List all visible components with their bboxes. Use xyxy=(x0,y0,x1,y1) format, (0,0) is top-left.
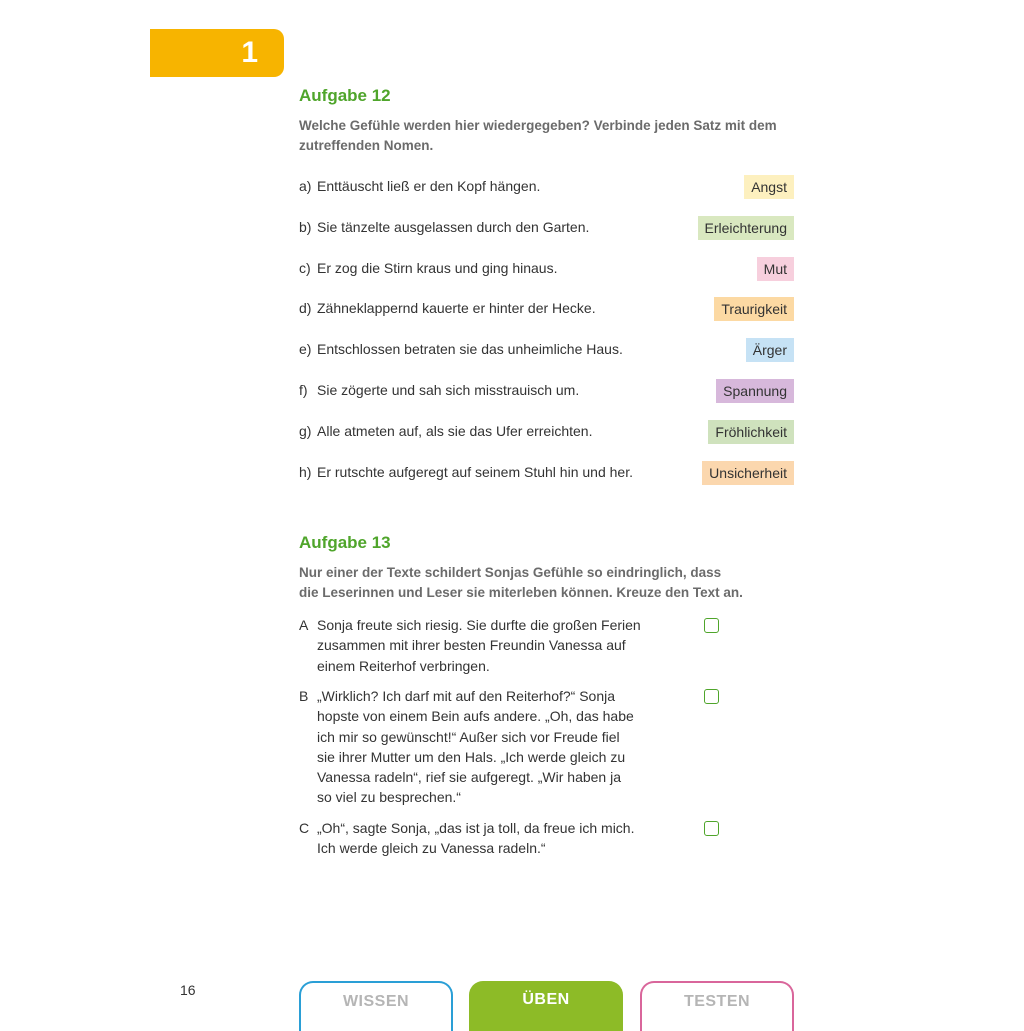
sentence-8 xyxy=(299,464,633,480)
option-a-checkbox[interactable] xyxy=(704,618,719,633)
sentence-text: Entschlossen betraten sie das unheimliche Haus. xyxy=(317,341,623,358)
sentence-2 xyxy=(299,219,589,235)
option-letter: A xyxy=(299,617,309,633)
tab-ueben[interactable]: ÜBEN xyxy=(469,981,623,1031)
task-13-instruction-line: die Leserinnen und Leser sie miterleben können. Kreuze den Text an. xyxy=(299,585,743,600)
sentence-label: d) xyxy=(299,300,312,317)
task-13-title: Aufgabe 13 xyxy=(299,533,391,552)
sentence-label: b) xyxy=(299,218,312,235)
emotion-noun[interactable]: Fröhlichkeit xyxy=(708,420,794,444)
sentence-7 xyxy=(299,423,592,439)
sentence-text: Zähneklappernd kauerte er hinter der Hecke. xyxy=(317,300,596,317)
sentence-label: f) xyxy=(299,382,308,398)
sentence-5 xyxy=(299,341,623,357)
option-text-line: ich mir so gewünscht!“ Außer sich vor Freude fiel xyxy=(317,728,620,745)
option-c-checkbox[interactable] xyxy=(704,821,719,836)
option-a xyxy=(299,615,662,676)
emotion-noun[interactable]: Unsicherheit xyxy=(702,461,794,485)
task-12-title: Aufgabe 12 xyxy=(299,86,391,105)
sentence-1 xyxy=(299,178,540,194)
task-13-instruction-line: Nur einer der Texte schildert Sonjas Gefühle so eindringlich, dass xyxy=(299,565,722,580)
sentence-3 xyxy=(299,260,557,276)
option-text-line: sie ihrer Mutter um den Hals. „Ich werde gleich zu xyxy=(317,748,626,765)
sentence-text: Er zog die Stirn kraus und ging hinaus. xyxy=(317,259,558,276)
option-text-line: hopste von einem Bein aufs andere. „Oh, das habe xyxy=(317,708,634,725)
sentence-text: Enttäuscht ließ er den Kopf hängen. xyxy=(317,178,541,194)
option-text xyxy=(317,818,662,859)
option-text-line: Sonja freute sich riesig. Sie durfte die großen Ferien xyxy=(317,617,641,633)
option-text xyxy=(317,615,662,676)
sentence-label: a) xyxy=(299,178,312,194)
option-b xyxy=(299,686,662,808)
task-13-instruction xyxy=(299,563,799,603)
tab-wissen[interactable]: WISSEN xyxy=(299,981,453,1031)
chapter-tab xyxy=(150,29,284,77)
sentence-label: g) xyxy=(299,422,312,439)
option-b-checkbox[interactable] xyxy=(704,689,719,704)
option-text-line: „Wirklich? Ich darf mit auf den Reiterhof?“ Sonja xyxy=(317,688,616,704)
option-text-line: zusammen mit ihrer besten Freundin Vanessa auf xyxy=(317,637,626,654)
sentence-label: e) xyxy=(299,341,312,358)
task-12-instruction: Welche Gefühle werden hier wiedergegeben? Verbinde jeden Satz mit dem zutreffenden Nomen. xyxy=(299,118,777,153)
option-text-line: „Oh“, sagte Sonja, „das ist ja toll, da freue ich mich. xyxy=(317,820,635,836)
chapter-number: 1 xyxy=(241,36,258,69)
sentence-text: Alle atmeten auf, als sie das Ufer erreichten. xyxy=(317,422,593,439)
sentence-4 xyxy=(299,300,596,316)
sentence-label: c) xyxy=(299,259,311,276)
emotion-noun[interactable]: Angst xyxy=(744,175,794,199)
option-c xyxy=(299,818,662,859)
option-letter: C xyxy=(299,820,310,836)
emotion-noun[interactable]: Erleichterung xyxy=(698,216,795,240)
sentence-text: Sie tänzelte ausgelassen durch den Garten. xyxy=(317,218,590,235)
sentence-6 xyxy=(299,382,579,398)
emotion-noun[interactable]: Ärger xyxy=(746,338,794,362)
option-text-line: Ich werde gleich zu Vanessa radeln.“ xyxy=(317,840,546,857)
page-number: 16 xyxy=(180,982,196,998)
option-text-line: so viel zu besprechen.“ xyxy=(317,789,461,806)
emotion-noun[interactable]: Traurigkeit xyxy=(714,297,794,321)
option-text xyxy=(317,686,662,808)
option-text-line: Vanessa radeln“, rief sie aufgeregt. „Wir haben ja xyxy=(317,769,622,786)
sentence-text: Sie zögerte und sah sich misstrauisch um. xyxy=(317,382,580,398)
sentence-text: Er rutschte aufgeregt auf seinem Stuhl hin und her. xyxy=(317,463,633,480)
sentence-label: h) xyxy=(299,463,312,480)
emotion-noun[interactable]: Mut xyxy=(757,257,794,281)
tab-testen[interactable]: TESTEN xyxy=(640,981,794,1031)
emotion-noun[interactable]: Spannung xyxy=(716,379,794,403)
option-letter: B xyxy=(299,688,309,704)
option-text-line: einem Reiterhof verbringen. xyxy=(317,657,490,674)
